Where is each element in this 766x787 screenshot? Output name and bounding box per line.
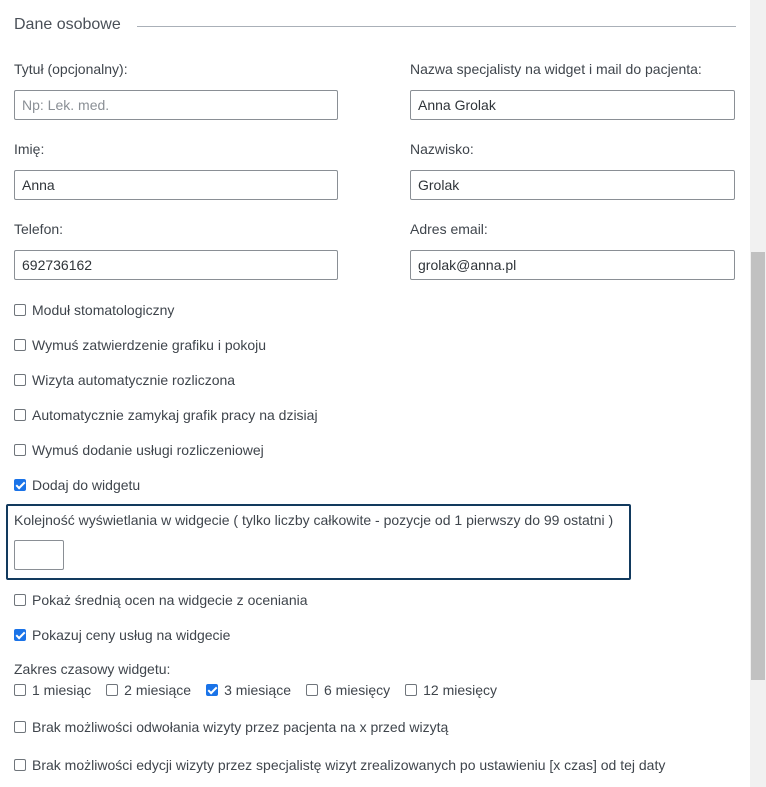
section-header [14, 13, 736, 37]
title-label: Tytuł (opcjonalny): [14, 61, 128, 77]
checkbox-label: Wymuś dodanie usługi rozliczeniowej [32, 442, 264, 458]
auto-close-schedule-option[interactable] [14, 407, 318, 423]
checkbox-label: Brak możliwości odwołania wizyty przez pacjenta na x przed wizytą [32, 719, 449, 735]
widget-order-input[interactable] [14, 540, 64, 570]
checkbox[interactable] [306, 684, 318, 696]
range-option-label: 2 miesiące [124, 682, 192, 698]
auto-settled-visit-option[interactable] [14, 372, 235, 388]
range-option-1-month[interactable] [14, 682, 91, 698]
widget-name-label: Nazwa specjalisty na widget i mail do pacjenta: [410, 61, 702, 77]
checkbox-label: Moduł stomatologiczny [32, 302, 175, 318]
range-option-12-months[interactable] [405, 682, 497, 698]
checkbox[interactable] [14, 721, 26, 733]
email-label: Adres email: [410, 221, 488, 237]
checkbox-label: Brak możliwości edycji wizyty przez specjalistę wizyt zrealizowanych po ustawieniu [x czas] od tej daty [32, 757, 666, 773]
checkbox-checked[interactable] [206, 684, 218, 696]
range-option-label: 12 miesięcy [423, 682, 498, 698]
range-option-3-months[interactable] [206, 682, 291, 698]
checkbox[interactable] [14, 409, 26, 421]
checkbox[interactable] [405, 684, 417, 696]
checkbox-checked[interactable] [14, 479, 26, 491]
phone-label: Telefon: [14, 221, 64, 237]
checkbox[interactable] [14, 374, 26, 386]
last-name-label: Nazwisko: [410, 141, 474, 157]
range-option-label: 6 miesięcy [323, 682, 391, 698]
add-to-widget-option[interactable] [14, 477, 140, 493]
force-billing-service-option[interactable] [14, 442, 264, 458]
time-range-label: Zakres czasowy widgetu: [14, 661, 171, 677]
show-average-rating-option[interactable] [14, 592, 308, 608]
section-title: Dane osobowe [14, 16, 121, 33]
checkbox-checked[interactable] [14, 629, 26, 641]
section-divider [137, 26, 736, 27]
checkbox[interactable] [14, 594, 26, 606]
checkbox-label: Dodaj do widgetu [32, 477, 141, 493]
phone-input[interactable] [14, 250, 338, 280]
checkbox-label: Wizyta automatycznie rozliczona [32, 372, 236, 388]
scrollbar-thumb[interactable] [751, 252, 765, 680]
checkbox[interactable] [14, 339, 26, 351]
range-option-label: 1 miesiąc [32, 682, 92, 698]
no-specialist-edit-option[interactable] [14, 757, 665, 773]
first-name-input[interactable] [14, 170, 338, 200]
checkbox-label: Automatycznie zamykaj grafik pracy na dzisiaj [32, 407, 318, 423]
checkbox[interactable] [106, 684, 118, 696]
email-input[interactable] [410, 250, 735, 280]
last-name-input[interactable] [410, 170, 735, 200]
range-option-label: 3 miesiące [224, 682, 291, 698]
time-range-options [14, 682, 512, 698]
force-schedule-approval-option[interactable] [14, 337, 266, 353]
checkbox-label: Wymuś zatwierdzenie grafiku i pokoju [32, 337, 267, 353]
checkbox[interactable] [14, 304, 26, 316]
checkbox[interactable] [14, 684, 26, 696]
widget-name-input[interactable] [410, 90, 735, 120]
checkbox[interactable] [14, 444, 26, 456]
first-name-label: Imię: [14, 141, 45, 157]
no-patient-cancel-option[interactable] [14, 719, 448, 735]
range-option-6-months[interactable] [306, 682, 390, 698]
title-input[interactable] [14, 90, 338, 120]
widget-order-label: Kolejność wyświetlania w widgecie ( tylko liczby całkowite - pozycje od 1 pierwszy do 99 ostatni ) [14, 512, 614, 528]
checkbox-label: Pokaż średnią ocen na widgecie z oceniania [32, 592, 308, 608]
show-service-prices-option[interactable] [14, 627, 230, 643]
checkbox-label: Pokazuj ceny usług na widgecie [32, 627, 231, 643]
range-option-2-months[interactable] [106, 682, 191, 698]
checkbox[interactable] [14, 759, 26, 771]
dental-module-option[interactable] [14, 302, 174, 318]
